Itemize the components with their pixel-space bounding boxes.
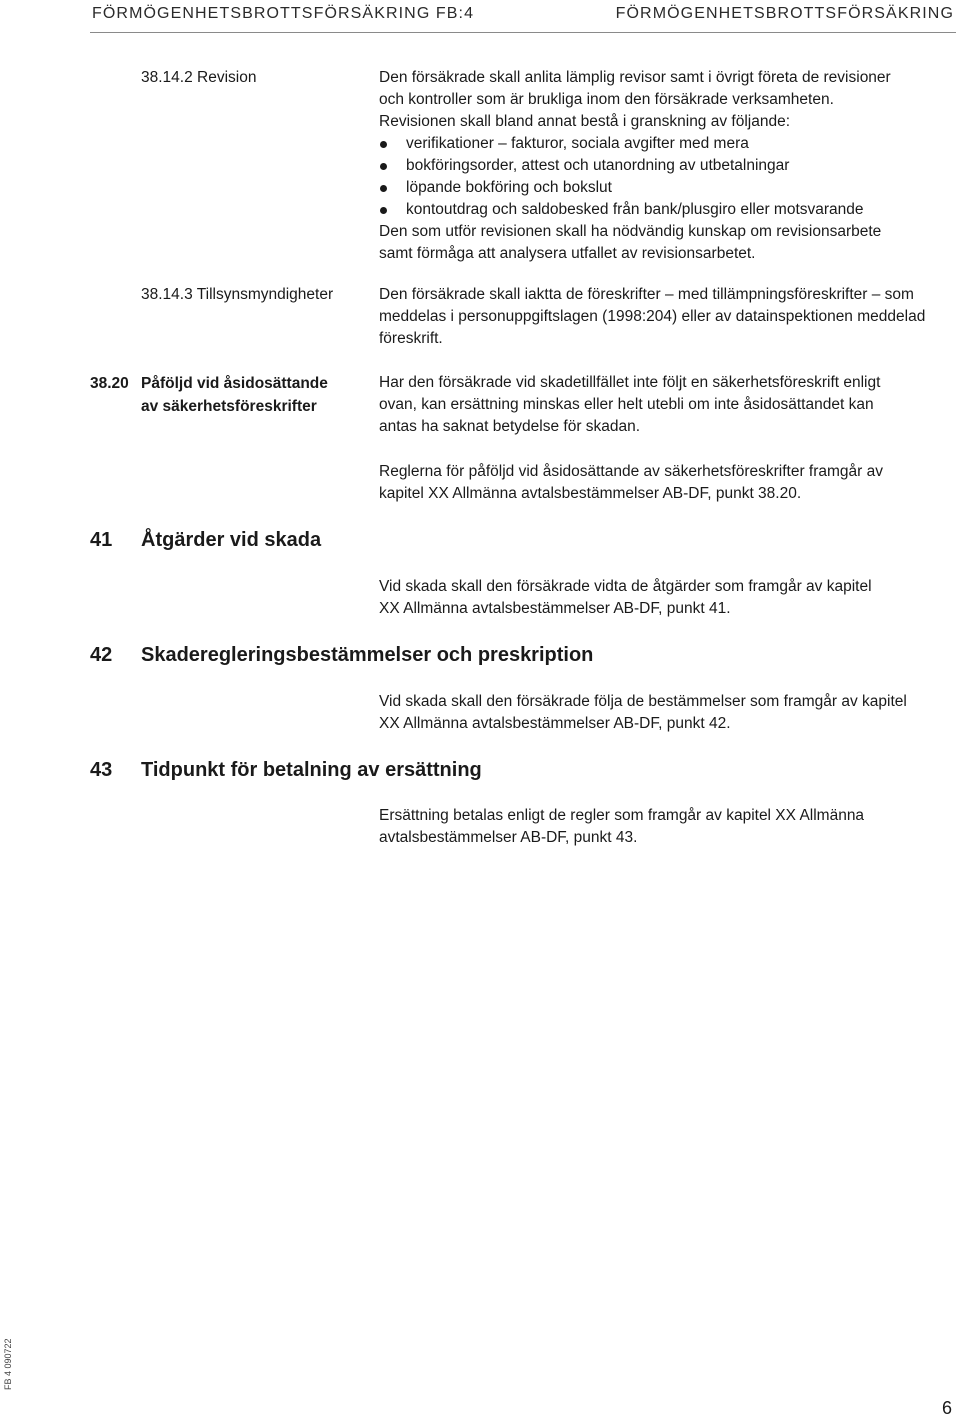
section-number: 43 bbox=[90, 759, 113, 781]
paragraph-line: Reglerna för påföljd vid åsidosättande av säkerhetsföreskrifter framgår av bbox=[379, 463, 883, 480]
section-label-38-14-2: 38.14.2 Revision bbox=[141, 69, 257, 86]
list-item-text: bokföringsorder, attest och utanordning av utbetalningar bbox=[406, 157, 790, 174]
section-label-line: Påföljd vid åsidosättande bbox=[141, 375, 328, 392]
section-title: Tidpunkt för betalning av ersättning bbox=[141, 759, 482, 781]
page-header bbox=[90, 0, 956, 33]
section-body-38-14-3 bbox=[379, 284, 939, 350]
paragraph-line: ovan, kan ersättning minskas eller helt utebli om inte åsidosättandet kan bbox=[379, 396, 874, 413]
paragraph-line: antas ha saknat betydelse för skadan. bbox=[379, 418, 641, 435]
section-body-38-14-2 bbox=[379, 67, 939, 265]
section-heading-43 bbox=[90, 757, 482, 783]
section-heading-41 bbox=[90, 527, 321, 553]
paragraph-line: meddelas i personuppgiftslagen (1998:204) eller av datainspektionen meddelad bbox=[379, 308, 926, 325]
paragraph-line: Den försäkrade skall anlita lämplig revisor samt i övrigt företa de revisioner bbox=[379, 69, 891, 86]
section-body-38-20-rules bbox=[379, 461, 939, 505]
bullet-icon bbox=[380, 141, 387, 148]
section-label-38-20 bbox=[90, 372, 350, 418]
list-item bbox=[379, 199, 939, 221]
paragraph-line: Vid skada skall den försäkrade vidta de åtgärder som framgår av kapitel bbox=[379, 578, 872, 595]
section-number: 41 bbox=[90, 529, 113, 551]
section-heading-42 bbox=[90, 642, 593, 668]
paragraph-line: avtalsbestämmelser AB-DF, punkt 43. bbox=[379, 829, 638, 846]
section-body-38-20 bbox=[379, 372, 939, 438]
header-right-title: FÖRMÖGENHETSBROTTSFÖRSÄKRING bbox=[615, 5, 954, 22]
list-item bbox=[379, 133, 939, 155]
paragraph-line: Ersättning betalas enligt de regler som framgår av kapitel XX Allmänna bbox=[379, 807, 865, 824]
bullet-icon bbox=[380, 185, 387, 192]
paragraph-line: XX Allmänna avtalsbestämmelser AB-DF, punkt 42. bbox=[379, 715, 731, 732]
paragraph-line: kapitel XX Allmänna avtalsbestämmelser AB-DF, punkt 38.20. bbox=[379, 485, 802, 502]
list-item bbox=[379, 155, 939, 177]
list-item bbox=[379, 177, 939, 199]
section-body-42 bbox=[379, 691, 939, 735]
bullet-icon bbox=[380, 207, 387, 214]
section-body-41 bbox=[379, 576, 939, 620]
paragraph-line: och kontroller som är brukliga inom den försäkrade verksamheten. bbox=[379, 91, 834, 108]
document-code: FB 4 090722 bbox=[3, 1338, 13, 1390]
section-number: 38.20 bbox=[90, 375, 129, 392]
list-item-text: kontoutdrag och saldobesked från bank/plusgiro eller motsvarande bbox=[406, 201, 864, 218]
revision-bullet-list bbox=[379, 133, 939, 221]
paragraph-line: Har den försäkrade vid skadetillfället inte följt en säkerhetsföreskrift enligt bbox=[379, 374, 881, 391]
section-body-43 bbox=[379, 805, 939, 849]
paragraph-line: samt förmåga att analysera utfallet av revisionsarbetet. bbox=[379, 245, 756, 262]
section-label-line: av säkerhetsföreskrifter bbox=[141, 398, 317, 415]
paragraph-line: Vid skada skall den försäkrade följa de bestämmelser som framgår av kapitel bbox=[379, 693, 907, 710]
page-number: 6 bbox=[941, 1398, 952, 1418]
paragraph-line: Revisionen skall bland annat bestå i granskning av följande: bbox=[379, 113, 791, 130]
section-title: Skaderegleringsbestämmelser och preskription bbox=[141, 644, 594, 666]
list-item-text: löpande bokföring och bokslut bbox=[406, 179, 612, 196]
bullet-icon bbox=[380, 163, 387, 170]
header-left-title: FÖRMÖGENHETSBROTTSFÖRSÄKRING FB:4 bbox=[92, 5, 475, 22]
section-title: Åtgärder vid skada bbox=[141, 529, 322, 551]
list-item-text: verifikationer – fakturor, sociala avgifter med mera bbox=[406, 135, 749, 152]
paragraph-line: XX Allmänna avtalsbestämmelser AB-DF, punkt 41. bbox=[379, 600, 731, 617]
section-label-38-14-3: 38.14.3 Tillsynsmyndigheter bbox=[141, 286, 334, 303]
paragraph-line: föreskrift. bbox=[379, 330, 443, 347]
paragraph-line: Den försäkrade skall iaktta de föreskrifter – med tillämpningsföreskrifter – som bbox=[379, 286, 914, 303]
paragraph-line: Den som utför revisionen skall ha nödvändig kunskap om revisionsarbete bbox=[379, 223, 882, 240]
section-number: 42 bbox=[90, 644, 113, 666]
